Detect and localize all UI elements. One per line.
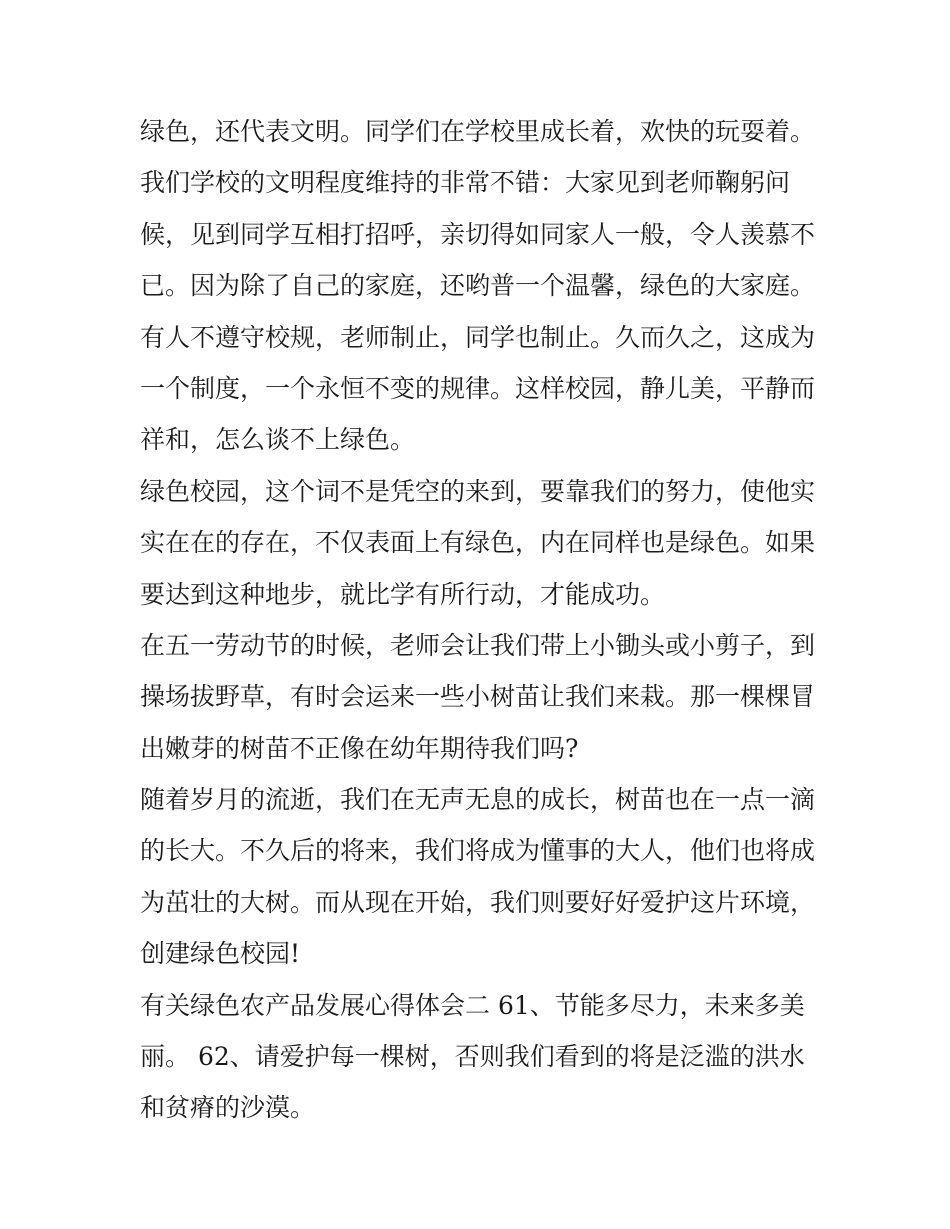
paragraph-2: [140, 466, 820, 620]
paragraph-1: [140, 106, 820, 466]
text-line: 绿色，还代表文明。同学们在学校里成长着，欢快的玩耍着。: [140, 117, 816, 146]
text-line: 要达到这种地步，就比学有所行动，才能成功。: [140, 579, 666, 609]
text-line: 祥和，怎么谈不上绿色。: [140, 425, 416, 455]
text-line: 有关绿色农产品发展心得体会二 61、节能多尽力，未来多美: [140, 990, 805, 1020]
text-line: 创建绿色校园!: [140, 939, 301, 969]
paragraph-3: [140, 620, 820, 774]
document-body: [140, 106, 820, 1134]
text-line: 已。因为除了自己的家庭，还哟普一个温馨，绿色的大家庭。: [140, 271, 816, 301]
text-line: 实在在的存在，不仅表面上有绿色，内在同样也是绿色。如果: [140, 528, 816, 558]
text-line: 一个制度，一个永恒不变的规律。这样校园，静儿美，平静而: [140, 373, 816, 403]
text-line: 我们学校的文明程度维持的非常不错：大家见到老师鞠躬问: [140, 168, 791, 198]
text-line: 为茁壮的大树。而从现在开始，我们则要好好爱护这片环境，: [140, 887, 816, 917]
text-line: 的长大。不久后的将来，我们将成为懂事的大人，他们也将成: [140, 836, 816, 866]
text-line: 和贫瘠的沙漠。: [140, 1093, 316, 1123]
paragraph-4: [140, 774, 820, 980]
text-line: 出嫩芽的树苗不正像在幼年期待我们吗?: [140, 733, 579, 763]
text-line: 候，见到同学互相打招呼，亲切得如同家人一般，令人羡慕不: [140, 219, 816, 249]
text-line: 在五一劳动节的时候，老师会让我们带上小锄头或小剪子，到: [140, 630, 816, 660]
text-line: 丽。 62、请爱护每一棵树，否则我们看到的将是泛滥的洪水: [140, 1042, 805, 1072]
paragraph-5: [140, 980, 820, 1134]
text-line: 绿色校园，这个词不是凭空的来到，要靠我们的努力，使他实: [140, 476, 816, 506]
text-line: 随着岁月的流逝，我们在无声无息的成长，树苗也在一点一滴: [140, 785, 816, 815]
text-line: 操场拔野草，有时会运来一些小树苗让我们来栽。那一棵棵冒: [140, 682, 816, 712]
text-line: 有人不遵守校规，老师制止，同学也制止。久而久之，这成为: [140, 322, 816, 352]
